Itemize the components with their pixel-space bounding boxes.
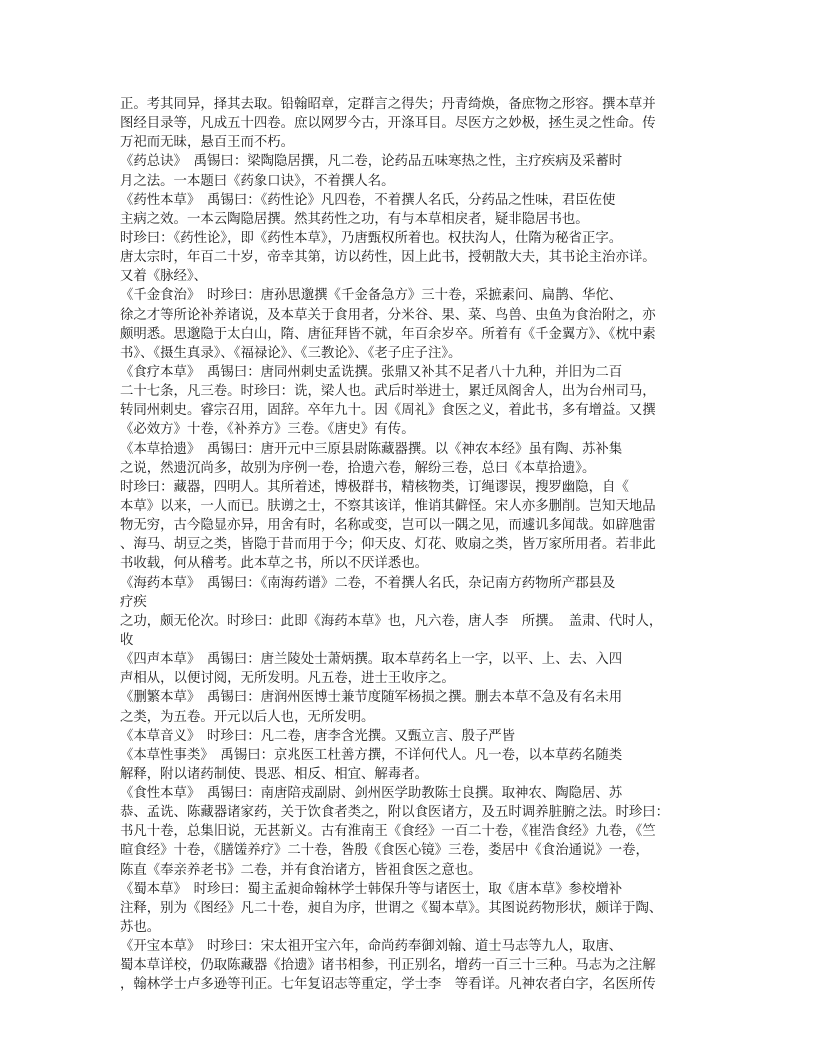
text-line: 书凡十卷，总集旧说，无甚新义。古有淮南王《食经》一百二十卷，《崔浩食经》九卷，《竺 bbox=[120, 824, 656, 840]
text-line: 疗疾 bbox=[120, 594, 147, 610]
text-line: ，翰林学士卢多逊等刊正。七年复诏志等重定，学士李 等看详。凡神农者白字，名医所传 bbox=[120, 977, 656, 993]
text-line: 苏也。 bbox=[120, 920, 161, 936]
text-line: 陈直《奉亲养老书》二卷，并有食治诸方，皆祖食医之意也。 bbox=[120, 862, 482, 878]
text-line: 《海药本草》 禹锡曰：《南海药谱》二卷，不着撰人名氏，杂记南方药物所产郡县及 bbox=[120, 575, 616, 591]
text-line: 《食性本草》 禹锡曰：南唐陪戎副尉、剑州医学助教陈士良撰。取神农、陶隐居、苏 bbox=[120, 786, 623, 802]
text-line: 之功，颇无伦次。时珍曰：此即《海药本草》也，凡六卷，唐人李 所撰。 盖肃、代时人， bbox=[120, 613, 663, 629]
text-line: 时珍曰：《药性论》，即《药性本草》，乃唐甄权所着也。权扶沟人，仕隋为秘省正字。 bbox=[120, 230, 623, 246]
text-line: 图经目录等，凡成五十四卷。庶以网罗今古，开涤耳目。尽医方之妙极，拯生灵之性命。传 bbox=[120, 116, 656, 132]
text-line: 颇明悉。思邈隐于太白山，隋、唐征拜皆不就，年百余岁卒。所着有《千金翼方》、《枕中素 bbox=[120, 326, 656, 342]
text-line: 《开宝本草》 时珍曰：宋太祖开宝六年，命尚药奉御刘翰、道士马志等九人，取唐、 bbox=[120, 939, 623, 955]
text-line: 《药总诀》 禹锡曰：梁陶隐居撰，凡二卷，论药品五味寒热之性，主疗疾病及采蓄时 bbox=[120, 154, 623, 170]
text-line: 《本草音义》 时珍曰：凡二卷，唐李含光撰。又甄立言、殷子严皆 bbox=[120, 728, 516, 744]
text-line: 《食疗本草》 禹锡曰：唐同州刺史孟诜撰。张鼎又补其不足者八十九种，并旧为二百 bbox=[120, 364, 623, 380]
text-line: 时珍曰：藏器，四明人。其所着述，博极群书，精核物类，订绳谬误，搜罗幽隐，自《 bbox=[120, 479, 629, 495]
text-line: 《四声本草》 禹锡曰：唐兰陵处士萧炳撰。取本草药名上一字，以平、上、去、入四 bbox=[120, 652, 623, 668]
text-line: 《药性本草》 禹锡曰：《药性论》凡四卷，不着撰人名氏，分药品之性味，君臣佐使 bbox=[120, 192, 616, 208]
text-line: 、海马、胡豆之类，皆隐于昔而用于今；仰天皮、灯花、败扇之类，皆万家所用者。若非此 bbox=[120, 537, 656, 553]
text-line: 之说，然遗沉尚多，故别为序例一卷，拾遗六卷，解纷三卷，总曰《本草拾遗》。 bbox=[120, 460, 596, 476]
text-line: 唐太宗时，年百二十岁，帝幸其第，访以药性，因上此书，授朝散大夫，其书论主治亦详。 bbox=[120, 250, 656, 266]
text-line: 主病之效。一本云陶隐居撰。然其药性之功，有与本草相戾者，疑非隐居书也。 bbox=[120, 211, 589, 227]
text-line: 万祀而无昧，悬百王而不朽。 bbox=[120, 135, 295, 151]
text-line: 本草》以来，一人而已。肤谫之士，不察其该详，惟诮其僻怪。宋人亦多删削。岂知天地品 bbox=[120, 498, 656, 514]
text-line: 蜀本草详校，仍取陈藏器《拾遗》诸书相参，刊正别名，增药一百三十三种。马志为之注解 bbox=[120, 958, 656, 974]
text-line: 《蜀本草》 时珍曰：蜀主孟昶命翰林学士韩保升等与诸医士，取《唐本草》参校增补 bbox=[120, 881, 623, 897]
text-line: 书收载，何从稽考。此本草之书，所以不厌详悉也。 bbox=[120, 556, 428, 572]
text-line: 《删繁本草》 禹锡曰：唐润州医博士兼节度随军杨损之撰。删去本草不急及有名未用 bbox=[120, 690, 623, 706]
text-line: 《本草性事类》 禹锡曰：京兆医工杜善方撰，不详何代人。凡一卷，以本草药名随类 bbox=[120, 747, 623, 763]
text-line: 之类，为五卷。开元以后人也，无所发明。 bbox=[120, 709, 375, 725]
text-line: 二十七条，凡三卷。时珍曰：诜，梁人也。武后时举进士，累迁凤阁舍人，出为台州司马， bbox=[120, 384, 656, 400]
text-line: 转同州刺史。睿宗召用，固辞。卒年九十。因《周礼》食医之义，着此书，多有增益。又撰 bbox=[120, 403, 656, 419]
text-line: 《必效方》十卷，《补养方》三卷。《唐史》有传。 bbox=[120, 422, 415, 438]
text-line: 书》、《摄生真录》、《福禄论》、《三教论》、《老子庄子注》。 bbox=[120, 345, 462, 361]
text-line: 恭、孟诜、陈藏器诸家药，关于饮食者类之，附以食医诸方，及五时调养脏腑之法。时珍曰： bbox=[120, 805, 670, 821]
text-line: 物无穷，古今隐显亦异，用舍有时，名称或变，岂可以一隅之见，而遽讥多闻哉。如辟虺雷 bbox=[120, 518, 656, 534]
document-body bbox=[120, 95, 700, 995]
text-line: 正。考其同异，择其去取。铅翰昭章，定群言之得失；丹青绮焕，备庶物之形容。撰本草并 bbox=[120, 97, 656, 112]
text-line: 月之法。一本题曰《药象口诀》，不着撰人名。 bbox=[120, 173, 395, 189]
text-line: 徐之才等所论补养诸说，及本草关于食用者，分米谷、果、菜、鸟兽、虫鱼为食治附之，亦 bbox=[120, 307, 656, 323]
text-line: 暄食经》十卷，《膳馐养疗》二十卷，昝殷《食医心镜》三卷，娄居中《食治通说》一卷， bbox=[120, 843, 649, 859]
text-line: 收 bbox=[120, 632, 134, 648]
text-line: 《本草拾遗》 禹锡曰：唐开元中三原县尉陈藏器撰。以《神农本经》虽有陶、苏补集 bbox=[120, 441, 623, 457]
text-line: 《千金食治》 时珍曰：唐孙思邈撰《千金备急方》三十卷，采摭素问、扁鹊、华佗、 bbox=[120, 288, 623, 304]
text-line: 解释，附以诸药制使、畏恶、相反、相宜、解毒者。 bbox=[120, 766, 428, 782]
text-line: 注释，别为《图经》凡二十卷，昶自为序，世谓之《蜀本草》。其图说药物形状，颇详于陶、 bbox=[120, 900, 663, 916]
text-line: 声相从，以便讨阅，无所发明。凡五卷，进士王收序之。 bbox=[120, 671, 455, 687]
text-line: 又着《脉经》、 bbox=[120, 269, 208, 285]
